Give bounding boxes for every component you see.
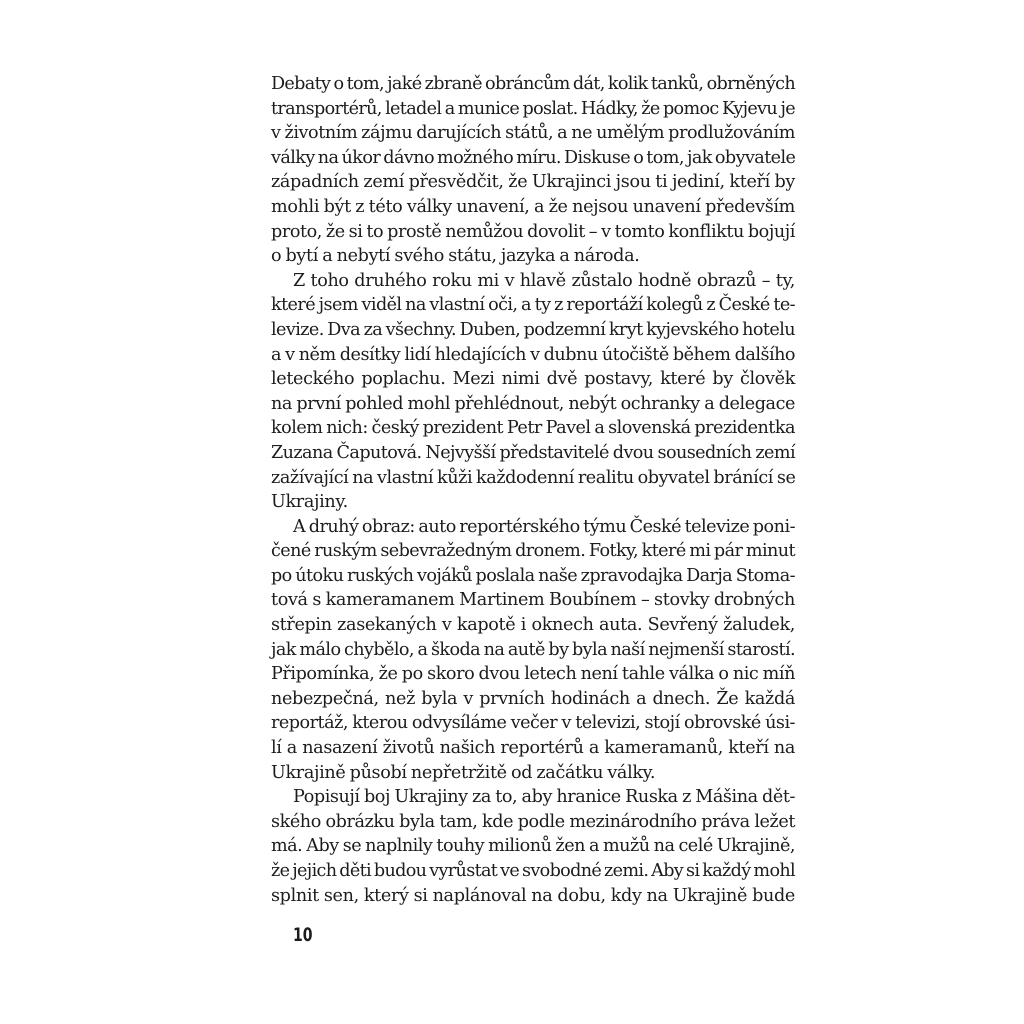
text-line: Zuzana Čaputová. Nejvyšší představitelé dvou sousedních zemí <box>271 442 795 463</box>
text-line: v životním zájmu darujících států, a ne umělým prodlužováním <box>271 123 795 144</box>
text-line: mohli být z této války unavení, a že nejsou unavení především <box>271 196 795 217</box>
text-line: Popisují boj Ukrajiny za to, aby hranice Ruska z Mášina dět- <box>293 787 795 808</box>
text-line: Debaty o tom, jaké zbraně obráncům dát, kolik tanků, obrněných <box>271 74 795 94</box>
text-line: reportáž, kterou odvysíláme večer v televizi, stojí obrovské úsi- <box>271 713 795 734</box>
text-line: transportérů, letadel a munice poslat. Hádky, že pomoc Kyjevu je <box>271 98 795 119</box>
text-line: má. Aby se naplnily touhy milionů žen a mužů na celé Ukrajině, <box>271 836 795 857</box>
text-line: po útoku ruských vojáků poslala naše zpravodajka Darja Stoma- <box>271 565 795 586</box>
text-line: na první pohled mohl přehlédnout, nebýt ochranky a delegace <box>271 393 795 414</box>
text-line: Připomínka, že po skoro dvou letech není tahle válka o nic míň <box>271 664 795 685</box>
text-line: války na úkor dávno možného míru. Diskuse o tom, jak obyvatele <box>271 147 796 168</box>
text-line: splnit sen, který si naplánoval na dobu, kdy na Ukrajině bude <box>271 885 795 906</box>
text-line: že jejich děti budou vyrůstat ve svobodné zemi. Aby si každý mohl <box>271 861 795 881</box>
page-number: 10 <box>293 924 313 946</box>
text-line: zažívající na vlastní kůži každodenní realitu obyvatel bránící se <box>271 467 796 488</box>
text-line: Z toho druhého roku mi v hlavě zůstalo hodně obrazů – ty, <box>293 270 795 291</box>
text-line: levize. Dva za všechny. Duben, podzemní kryt kyjevského hotelu <box>271 319 795 340</box>
text-line: a v něm desítky lidí hledajících v dubnu útočiště během dalšího <box>271 344 795 365</box>
text-line: čené ruským sebevražedným dronem. Fotky, které mi pár minut <box>271 541 795 562</box>
text-line: proto, že si to prostě nemůžou dovolit – v tomto konfliktu bojují <box>271 221 795 242</box>
text-line: tová s kameramanem Martinem Boubínem – stovky drobných <box>271 590 795 611</box>
text-line: Ukrajiny. <box>271 492 348 513</box>
text-line: které jsem viděl na vlastní oči, a ty z reportáží kolegů z České te- <box>271 295 795 316</box>
text-line: nebezpečná, než byla v prvních hodinách a dnech. Že každá <box>271 688 795 709</box>
text-line: střepin zasekaných v kapotě i oknech auta. Sevřený žaludek, <box>271 615 795 636</box>
paragraph <box>271 785 795 908</box>
text-line: kolem nich: český prezident Petr Pavel a slovenská prezidentka <box>271 418 795 439</box>
paragraph <box>271 269 795 515</box>
body-text <box>271 72 795 908</box>
paragraph <box>271 515 795 786</box>
text-line: západních zemí přesvědčit, že Ukrajinci jsou ti jediní, kteří by <box>271 172 795 193</box>
text-line: leteckého poplachu. Mezi nimi dvě postavy, které by člověk <box>271 369 795 390</box>
text-line: o bytí a nebytí svého státu, jazyka a národa. <box>271 246 640 267</box>
text-line: Ukrajině působí nepřetržitě od začátku války. <box>271 762 656 783</box>
text-line: jak málo chybělo, a škoda na autě by byla naší nejmenší starostí. <box>271 639 795 660</box>
paragraph <box>271 72 795 269</box>
text-line: lí a nasazení životů našich reportérů a kameramanů, kteří na <box>271 738 795 759</box>
text-line: ského obrázku byla tam, kde podle mezinárodního práva ležet <box>271 811 795 832</box>
text-line: A druhý obraz: auto reportérského týmu České televize poni- <box>293 516 795 537</box>
